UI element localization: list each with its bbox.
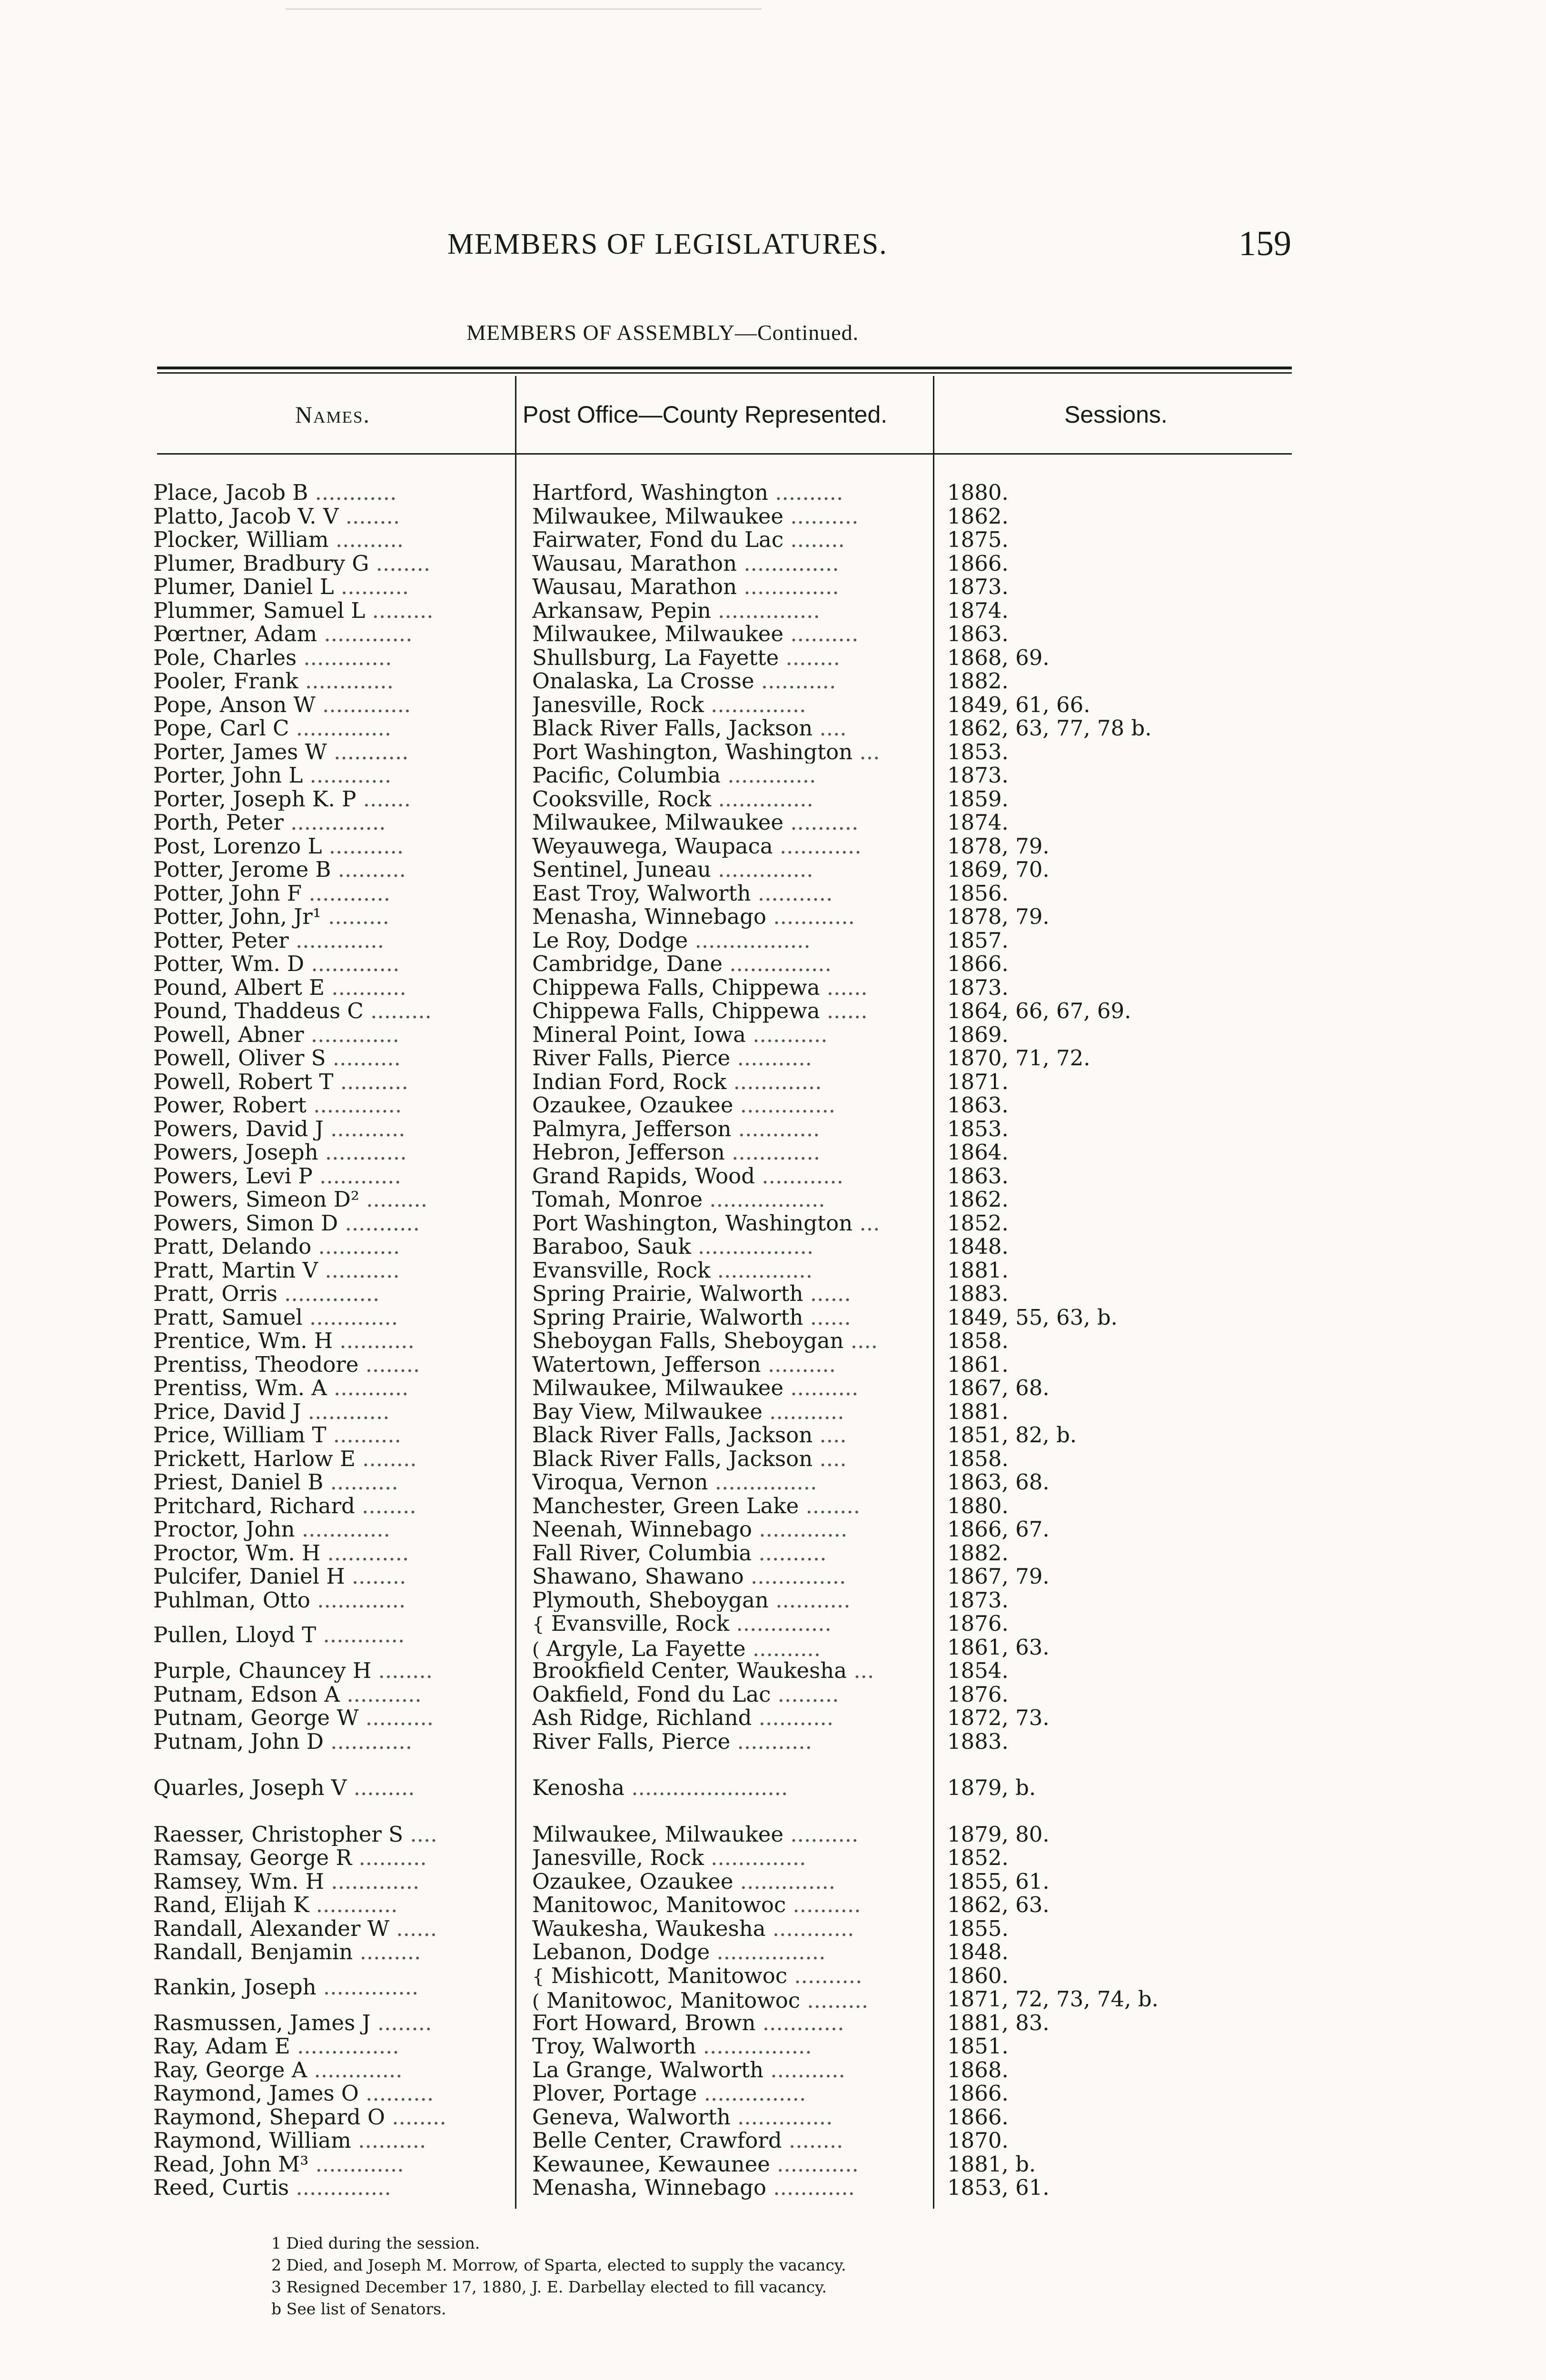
member-name: Potter, Peter ............. bbox=[153, 928, 384, 952]
member-name: Pope, Carl C .............. bbox=[153, 716, 392, 740]
member-sessions: 1864, 66, 67, 69. bbox=[947, 999, 1131, 1023]
footnote-2: 2 Died, and Joseph M. Morrow, of Sparta, elected to supply the vacancy. bbox=[271, 2256, 846, 2274]
page-number: 159 bbox=[1239, 224, 1291, 263]
table-row bbox=[151, 1376, 1294, 1400]
member-post-office: Ash Ridge, Richland ........... bbox=[532, 1706, 834, 1730]
member-name: Reed, Curtis .............. bbox=[153, 2176, 391, 2200]
table-row bbox=[151, 976, 1294, 1000]
member-name: Powers, Joseph ............ bbox=[153, 1140, 407, 1164]
member-name: Quarles, Joseph V ......... bbox=[153, 1776, 415, 1800]
member-post-office: Shawano, Shawano .............. bbox=[532, 1565, 846, 1588]
member-post-office: Menasha, Winnebago ............ bbox=[532, 905, 855, 929]
member-post-office: Black River Falls, Jackson .... bbox=[532, 716, 847, 740]
member-sessions: 1873. bbox=[947, 975, 1009, 999]
member-sessions: 1879, 80. bbox=[947, 1822, 1050, 1846]
member-post-office: River Falls, Pierce ........... bbox=[532, 1729, 812, 1753]
member-name: Potter, Wm. D ............. bbox=[153, 952, 400, 976]
table-row bbox=[151, 905, 1294, 929]
member-post-office: Spring Prairie, Walworth ...... bbox=[532, 1305, 851, 1329]
member-post-office: Menasha, Winnebago ............ bbox=[532, 2176, 855, 2200]
member-sessions: 1876. bbox=[947, 1682, 1009, 1706]
member-post-office: Shullsburg, La Fayette ........ bbox=[532, 645, 840, 669]
member-sessions: 1864. bbox=[947, 1140, 1009, 1164]
member-name: Prentiss, Theodore ........ bbox=[153, 1352, 420, 1376]
member-sessions: 1866. bbox=[947, 2082, 1009, 2105]
member-sessions: 1876. 1861, 63. bbox=[947, 1612, 1050, 1659]
table-row bbox=[151, 1353, 1294, 1377]
member-post-office: East Troy, Walworth ........... bbox=[532, 881, 833, 905]
member-name: Porter, James W ........... bbox=[153, 740, 409, 764]
table-row bbox=[151, 1470, 1294, 1494]
member-post-office: Viroqua, Vernon ............... bbox=[532, 1470, 817, 1494]
table-row bbox=[151, 952, 1294, 976]
table-row bbox=[151, 1917, 1294, 1941]
member-post-office: Manitowoc, Manitowoc .......... bbox=[532, 1893, 861, 1917]
member-sessions: 1862, 63. bbox=[947, 1893, 1050, 1917]
member-name: Pound, Albert E ........... bbox=[153, 975, 406, 999]
table-row bbox=[151, 2176, 1294, 2200]
member-post-office: River Falls, Pierce ........... bbox=[532, 1046, 812, 1070]
member-name: Raymond, William .......... bbox=[153, 2129, 426, 2152]
member-post-office: Kewaunee, Kewaunee ............ bbox=[532, 2152, 859, 2176]
member-post-office: Manchester, Green Lake ........ bbox=[532, 1494, 861, 1517]
member-name: Prentice, Wm. H ........... bbox=[153, 1329, 415, 1353]
member-name: Pratt, Martin V ........... bbox=[153, 1258, 400, 1282]
table-row bbox=[151, 528, 1294, 552]
member-sessions: 1863. bbox=[947, 1164, 1009, 1188]
member-name: Powell, Abner ............. bbox=[153, 1022, 399, 1046]
member-sessions: 1881. bbox=[947, 1258, 1009, 1282]
member-sessions: 1858. bbox=[947, 1447, 1009, 1470]
table-row-rankin bbox=[151, 1964, 1294, 2011]
top-rule-thin bbox=[157, 372, 1292, 374]
table-row bbox=[151, 1423, 1294, 1447]
member-post-office: Spring Prairie, Walworth ...... bbox=[532, 1282, 851, 1306]
member-name: Putnam, George W .......... bbox=[153, 1706, 434, 1730]
member-sessions: 1873. bbox=[947, 575, 1009, 599]
member-sessions: 1881, b. bbox=[947, 2152, 1036, 2176]
member-sessions: 1853, 61. bbox=[947, 2176, 1050, 2200]
table-row bbox=[151, 2011, 1294, 2035]
member-sessions: 1863, 68. bbox=[947, 1470, 1050, 1494]
table-row bbox=[151, 929, 1294, 952]
table-row bbox=[151, 1164, 1294, 1188]
member-name: Post, Lorenzo L ........... bbox=[153, 834, 404, 858]
member-sessions: 1873. bbox=[947, 1588, 1009, 1612]
group-pu bbox=[151, 1659, 1294, 1753]
member-name: Potter, John F ............ bbox=[153, 881, 391, 905]
member-post-office: Milwaukee, Milwaukee .......... bbox=[532, 504, 859, 528]
member-name: Powell, Robert T .......... bbox=[153, 1070, 408, 1093]
member-name: Place, Jacob B ............ bbox=[153, 481, 397, 505]
member-name: Proctor, John ............. bbox=[153, 1517, 390, 1541]
member-sessions: 1856. bbox=[947, 881, 1009, 905]
member-sessions: 1882. bbox=[947, 1541, 1009, 1565]
member-post-office: Baraboo, Sauk ................. bbox=[532, 1235, 814, 1259]
member-sessions: 1878, 79. bbox=[947, 905, 1050, 929]
member-sessions: 1851, 82, b. bbox=[947, 1423, 1077, 1447]
member-name: Raymond, James O .......... bbox=[153, 2082, 434, 2105]
member-post-office: Pacific, Columbia ............. bbox=[532, 764, 816, 787]
member-post-office: Brookfield Center, Waukesha ... bbox=[532, 1659, 874, 1683]
member-sessions: 1853. bbox=[947, 1117, 1009, 1140]
member-sessions: 1870. bbox=[947, 2129, 1009, 2152]
table-row bbox=[151, 834, 1294, 858]
group-q bbox=[151, 1776, 1294, 1800]
member-name: Read, John M³ ............. bbox=[153, 2152, 404, 2176]
member-post-office: Milwaukee, Milwaukee .......... bbox=[532, 1822, 859, 1846]
table-row-pullen bbox=[151, 1612, 1294, 1659]
member-sessions: 1880. bbox=[947, 1494, 1009, 1517]
members-table bbox=[151, 481, 1294, 2200]
member-sessions: 1853. bbox=[947, 740, 1009, 764]
group-p bbox=[151, 481, 1294, 1612]
table-row bbox=[151, 811, 1294, 834]
member-sessions: 1866, 67. bbox=[947, 1517, 1050, 1541]
member-sessions: 1862. bbox=[947, 1188, 1009, 1211]
table-row bbox=[151, 505, 1294, 528]
member-post-office: { Evansville, Rock .............. ( Argyle, La Fayette .......... bbox=[532, 1612, 832, 1661]
member-sessions: 1857. bbox=[947, 928, 1009, 952]
member-post-office: Kenosha ....................... bbox=[532, 1776, 788, 1800]
table-row bbox=[151, 1565, 1294, 1588]
member-post-office: Lebanon, Dodge ................ bbox=[532, 1940, 826, 1964]
member-sessions: 1878, 79. bbox=[947, 834, 1050, 858]
member-post-office: Chippewa Falls, Chippewa ...... bbox=[532, 999, 868, 1023]
member-name: Proctor, Wm. H ............ bbox=[153, 1541, 409, 1565]
member-sessions: 1883. bbox=[947, 1282, 1009, 1306]
table-row bbox=[151, 1730, 1294, 1754]
table-row bbox=[151, 552, 1294, 575]
member-post-office: Wausau, Marathon .............. bbox=[532, 551, 839, 575]
member-name: Plocker, William .......... bbox=[153, 528, 404, 552]
member-name: Pullen, Lloyd T ............ bbox=[153, 1623, 405, 1647]
member-post-office: Watertown, Jefferson .......... bbox=[532, 1352, 836, 1376]
table-row bbox=[151, 1870, 1294, 1894]
member-name: Putnam, Edson A ........... bbox=[153, 1682, 422, 1706]
footnote-1: 1 Died during the session. bbox=[271, 2234, 480, 2252]
table-row bbox=[151, 622, 1294, 646]
member-post-office: La Grange, Walworth ........... bbox=[532, 2058, 845, 2082]
member-post-office: Milwaukee, Milwaukee .......... bbox=[532, 811, 859, 834]
member-sessions: 1849, 61, 66. bbox=[947, 693, 1090, 716]
member-post-office: Cambridge, Dane ............... bbox=[532, 952, 832, 976]
table-row bbox=[151, 1683, 1294, 1706]
member-sessions: 1863. bbox=[947, 1093, 1009, 1117]
member-sessions: 1861. bbox=[947, 1352, 1009, 1376]
footnotes bbox=[271, 2232, 846, 2320]
member-sessions: 1867, 68. bbox=[947, 1376, 1050, 1400]
table-row bbox=[151, 1823, 1294, 1846]
member-name: Raesser, Christopher S .... bbox=[153, 1822, 437, 1846]
member-sessions: 1883. bbox=[947, 1729, 1009, 1753]
table-row bbox=[151, 669, 1294, 693]
member-name: Plumer, Bradbury G ........ bbox=[153, 551, 431, 575]
table-row bbox=[151, 740, 1294, 764]
member-name: Powers, David J ........... bbox=[153, 1117, 406, 1140]
member-sessions: 1855, 61. bbox=[947, 1869, 1050, 1893]
member-post-office: Onalaska, La Crosse ........... bbox=[532, 669, 836, 693]
table-row bbox=[151, 1140, 1294, 1164]
member-sessions: 1866. bbox=[947, 551, 1009, 575]
member-name: Ray, Adam E ............... bbox=[153, 2034, 399, 2058]
member-post-office: Oakfield, Fond du Lac ......... bbox=[532, 1682, 839, 1706]
member-post-office: Port Washington, Washington ... bbox=[532, 1211, 880, 1235]
member-post-office: { Mishicott, Manitowoc .......... ( Manitowoc, Manitowoc ......... bbox=[532, 1964, 869, 2013]
table-row bbox=[151, 716, 1294, 740]
member-sessions: 1851. bbox=[947, 2034, 1009, 2058]
member-post-office: Grand Rapids, Wood ............ bbox=[532, 1164, 843, 1188]
member-name: Pooler, Frank ............. bbox=[153, 669, 394, 693]
member-sessions: 1874. bbox=[947, 598, 1009, 622]
member-name: Porter, Joseph K. P ....... bbox=[153, 787, 411, 811]
member-name: Porth, Peter .............. bbox=[153, 811, 386, 834]
member-post-office: Fairwater, Fond du Lac ........ bbox=[532, 528, 845, 552]
member-post-office: Port Washington, Washington ... bbox=[532, 740, 880, 764]
table-row bbox=[151, 1541, 1294, 1565]
column-header-sessions: Sessions. bbox=[1064, 401, 1168, 428]
table-row bbox=[151, 1188, 1294, 1211]
member-sessions: 1848. bbox=[947, 1940, 1009, 1964]
member-post-office: Indian Ford, Rock ............. bbox=[532, 1070, 822, 1093]
member-sessions: 1880. bbox=[947, 481, 1009, 505]
table-row bbox=[151, 1494, 1294, 1518]
member-name: Raymond, Shepard O ........ bbox=[153, 2105, 446, 2129]
member-sessions: 1869, 70. bbox=[947, 858, 1050, 882]
member-post-office: Fall River, Columbia .......... bbox=[532, 1541, 827, 1565]
member-name: Price, David J ............ bbox=[153, 1399, 390, 1423]
member-name: Powers, Simeon D² ......... bbox=[153, 1188, 427, 1211]
member-sessions: 1868. bbox=[947, 2058, 1009, 2082]
member-post-office: Tomah, Monroe ................. bbox=[532, 1188, 825, 1211]
table-row bbox=[151, 1329, 1294, 1353]
member-name: Pratt, Delando ............ bbox=[153, 1235, 400, 1259]
member-name: Pound, Thaddeus C ......... bbox=[153, 999, 432, 1023]
table-row bbox=[151, 1070, 1294, 1094]
column-header-post-office: Post Office—County Represented. bbox=[523, 401, 888, 428]
table-row bbox=[151, 2105, 1294, 2129]
member-post-office: Black River Falls, Jackson .... bbox=[532, 1423, 847, 1447]
member-name: Puhlman, Otto ............. bbox=[153, 1588, 406, 1612]
member-name: Plumer, Daniel L .......... bbox=[153, 575, 409, 599]
member-sessions: 1862. bbox=[947, 504, 1009, 528]
table-row bbox=[151, 1776, 1294, 1800]
table-row bbox=[151, 1023, 1294, 1047]
member-post-office: Waukesha, Waukesha ............ bbox=[532, 1916, 854, 1940]
member-sessions: 1862, 63, 77, 78 b. bbox=[947, 716, 1152, 740]
member-name: Porter, John L ............ bbox=[153, 764, 392, 787]
member-name: Rankin, Joseph .............. bbox=[153, 1975, 419, 1999]
member-name: Rasmussen, James J ........ bbox=[153, 2011, 432, 2034]
table-row bbox=[151, 2082, 1294, 2105]
member-name: Prickett, Harlow E ........ bbox=[153, 1447, 417, 1470]
member-post-office: Palmyra, Jefferson ............ bbox=[532, 1117, 820, 1140]
table-row bbox=[151, 764, 1294, 787]
member-name: Potter, Jerome B .......... bbox=[153, 858, 406, 882]
group-r bbox=[151, 1823, 1294, 1964]
member-sessions: 1882. bbox=[947, 669, 1009, 693]
table-row bbox=[151, 599, 1294, 623]
member-name: Potter, John, Jr¹ ......... bbox=[153, 905, 389, 929]
table-row bbox=[151, 1706, 1294, 1730]
running-title: MEMBERS OF LEGISLATURES. bbox=[447, 228, 888, 260]
member-name: Ramsey, Wm. H ............. bbox=[153, 1869, 420, 1893]
member-post-office: Janesville, Rock .............. bbox=[532, 693, 806, 716]
member-sessions: 1863. bbox=[947, 622, 1009, 646]
member-sessions: 1854. bbox=[947, 1659, 1009, 1683]
table-row bbox=[151, 1447, 1294, 1471]
table-row bbox=[151, 575, 1294, 599]
member-post-office: Hebron, Jefferson ............. bbox=[532, 1140, 821, 1164]
member-sessions: 1873. bbox=[947, 764, 1009, 787]
member-name: Power, Robert ............. bbox=[153, 1093, 402, 1117]
table-row bbox=[151, 2058, 1294, 2082]
member-post-office: Black River Falls, Jackson .... bbox=[532, 1447, 847, 1470]
table-row bbox=[151, 2129, 1294, 2152]
member-name: Pratt, Orris .............. bbox=[153, 1282, 380, 1306]
member-name: Prentiss, Wm. A ........... bbox=[153, 1376, 409, 1400]
member-sessions: 1869. bbox=[947, 1022, 1009, 1046]
member-sessions: 1879, b. bbox=[947, 1776, 1036, 1800]
member-sessions: 1849, 55, 63, b. bbox=[947, 1305, 1118, 1329]
member-name: Price, William T .......... bbox=[153, 1423, 401, 1447]
table-row bbox=[151, 1306, 1294, 1329]
table-row bbox=[151, 1846, 1294, 1870]
table-row bbox=[151, 1517, 1294, 1541]
member-sessions: 1855. bbox=[947, 1916, 1009, 1940]
member-sessions: 1872, 73. bbox=[947, 1706, 1050, 1730]
member-post-office: Hartford, Washington .......... bbox=[532, 481, 843, 505]
member-sessions: 1881. bbox=[947, 1399, 1009, 1423]
member-sessions: 1858. bbox=[947, 1329, 1009, 1353]
member-post-office: Ozaukee, Ozaukee .............. bbox=[532, 1093, 836, 1117]
member-post-office: Chippewa Falls, Chippewa ...... bbox=[532, 975, 868, 999]
member-post-office: Sentinel, Juneau .............. bbox=[532, 858, 813, 882]
column-header-names: Names. bbox=[295, 401, 370, 428]
member-name: Randall, Benjamin ......... bbox=[153, 1940, 421, 1964]
member-post-office: Neenah, Winnebago ............. bbox=[532, 1517, 848, 1541]
table-row bbox=[151, 999, 1294, 1023]
member-post-office: Arkansaw, Pepin ............... bbox=[532, 598, 820, 622]
table-row bbox=[151, 1588, 1294, 1612]
member-post-office: Mineral Point, Iowa ........... bbox=[532, 1022, 828, 1046]
table-row bbox=[151, 1235, 1294, 1259]
header-rule bbox=[157, 453, 1292, 455]
member-post-office: Plover, Portage ............... bbox=[532, 2082, 806, 2105]
footnote-b: b See list of Senators. bbox=[271, 2300, 446, 2318]
table-row bbox=[151, 1117, 1294, 1141]
member-sessions: 1860. 1871, 72, 73, 74, b. bbox=[947, 1964, 1159, 2011]
member-name: Rand, Elijah K ............ bbox=[153, 1893, 398, 1917]
member-post-office: Milwaukee, Milwaukee .......... bbox=[532, 1376, 859, 1400]
member-name: Randall, Alexander W ...... bbox=[153, 1916, 437, 1940]
member-name: Pœrtner, Adam ............. bbox=[153, 622, 413, 646]
member-name: Pratt, Samuel ............. bbox=[153, 1305, 398, 1329]
member-name: Powers, Levi P ............ bbox=[153, 1164, 401, 1188]
table-row bbox=[151, 1400, 1294, 1424]
member-name: Pope, Anson W ............. bbox=[153, 693, 411, 716]
table-row bbox=[151, 2152, 1294, 2176]
member-post-office: Troy, Walworth ................ bbox=[532, 2034, 812, 2058]
member-post-office: Plymouth, Sheboygan ........... bbox=[532, 1588, 851, 1612]
member-sessions: 1859. bbox=[947, 787, 1009, 811]
table-row bbox=[151, 1259, 1294, 1282]
member-post-office: Wausau, Marathon .............. bbox=[532, 575, 839, 599]
member-sessions: 1852. bbox=[947, 1211, 1009, 1235]
table-row bbox=[151, 1211, 1294, 1235]
member-post-office: Fort Howard, Brown ............ bbox=[532, 2011, 844, 2034]
member-sessions: 1866. bbox=[947, 952, 1009, 976]
member-sessions: 1874. bbox=[947, 811, 1009, 834]
table-row bbox=[151, 882, 1294, 905]
member-name: Ramsay, George R .......... bbox=[153, 1846, 427, 1870]
table-row bbox=[151, 1940, 1294, 1964]
table-row bbox=[151, 787, 1294, 811]
group-r-continued bbox=[151, 2011, 1294, 2200]
member-post-office: Bay View, Milwaukee ........... bbox=[532, 1399, 844, 1423]
table-row bbox=[151, 646, 1294, 670]
table-row bbox=[151, 481, 1294, 505]
table-row bbox=[151, 1046, 1294, 1070]
member-name: Putnam, John D ............ bbox=[153, 1729, 412, 1753]
top-rule bbox=[157, 367, 1292, 369]
member-name: Powers, Simon D ........... bbox=[153, 1211, 420, 1235]
member-sessions: 1866. bbox=[947, 2105, 1009, 2129]
member-sessions: 1881, 83. bbox=[947, 2011, 1050, 2034]
scan-artifact-line bbox=[286, 9, 762, 10]
member-name: Pole, Charles ............. bbox=[153, 645, 392, 669]
member-sessions: 1852. bbox=[947, 1846, 1009, 1870]
member-post-office: Belle Center, Crawford ........ bbox=[532, 2129, 843, 2152]
member-post-office: Ozaukee, Ozaukee .............. bbox=[532, 1869, 836, 1893]
member-name: Priest, Daniel B .......... bbox=[153, 1470, 398, 1494]
member-sessions: 1867, 79. bbox=[947, 1565, 1050, 1588]
member-name: Pritchard, Richard ........ bbox=[153, 1494, 416, 1517]
table-row bbox=[151, 1282, 1294, 1306]
member-sessions: 1875. bbox=[947, 528, 1009, 552]
table-row bbox=[151, 2034, 1294, 2058]
member-post-office: Evansville, Rock .............. bbox=[532, 1258, 813, 1282]
member-sessions: 1868, 69. bbox=[947, 645, 1050, 669]
member-post-office: Le Roy, Dodge ................. bbox=[532, 928, 811, 952]
member-post-office: Cooksville, Rock .............. bbox=[532, 787, 813, 811]
member-name: Powell, Oliver S .......... bbox=[153, 1046, 401, 1070]
member-name: Pulcifer, Daniel H ........ bbox=[153, 1565, 406, 1588]
table-row bbox=[151, 1893, 1294, 1917]
footnote-3: 3 Resigned December 17, 1880, J. E. Darbellay elected to fill vacancy. bbox=[271, 2278, 827, 2296]
table-row bbox=[151, 1659, 1294, 1683]
member-post-office: Janesville, Rock .............. bbox=[532, 1846, 806, 1870]
member-sessions: 1870, 71, 72. bbox=[947, 1046, 1090, 1070]
table-row bbox=[151, 858, 1294, 882]
member-post-office: Geneva, Walworth .............. bbox=[532, 2105, 833, 2129]
member-sessions: 1871. bbox=[947, 1070, 1009, 1093]
member-sessions: 1848. bbox=[947, 1235, 1009, 1259]
member-post-office: Weyauwega, Waupaca ............ bbox=[532, 834, 862, 858]
member-name: Plummer, Samuel L ......... bbox=[153, 598, 434, 622]
table-row bbox=[151, 1093, 1294, 1117]
member-name: Ray, George A ............. bbox=[153, 2058, 403, 2082]
table-row bbox=[151, 693, 1294, 717]
member-post-office: Sheboygan Falls, Sheboygan .... bbox=[532, 1329, 878, 1353]
member-name: Purple, Chauncey H ........ bbox=[153, 1659, 433, 1683]
member-name: Platto, Jacob V. V ........ bbox=[153, 504, 400, 528]
section-title: MEMBERS OF ASSEMBLY—Continued. bbox=[466, 320, 859, 345]
member-post-office: Milwaukee, Milwaukee .......... bbox=[532, 622, 859, 646]
